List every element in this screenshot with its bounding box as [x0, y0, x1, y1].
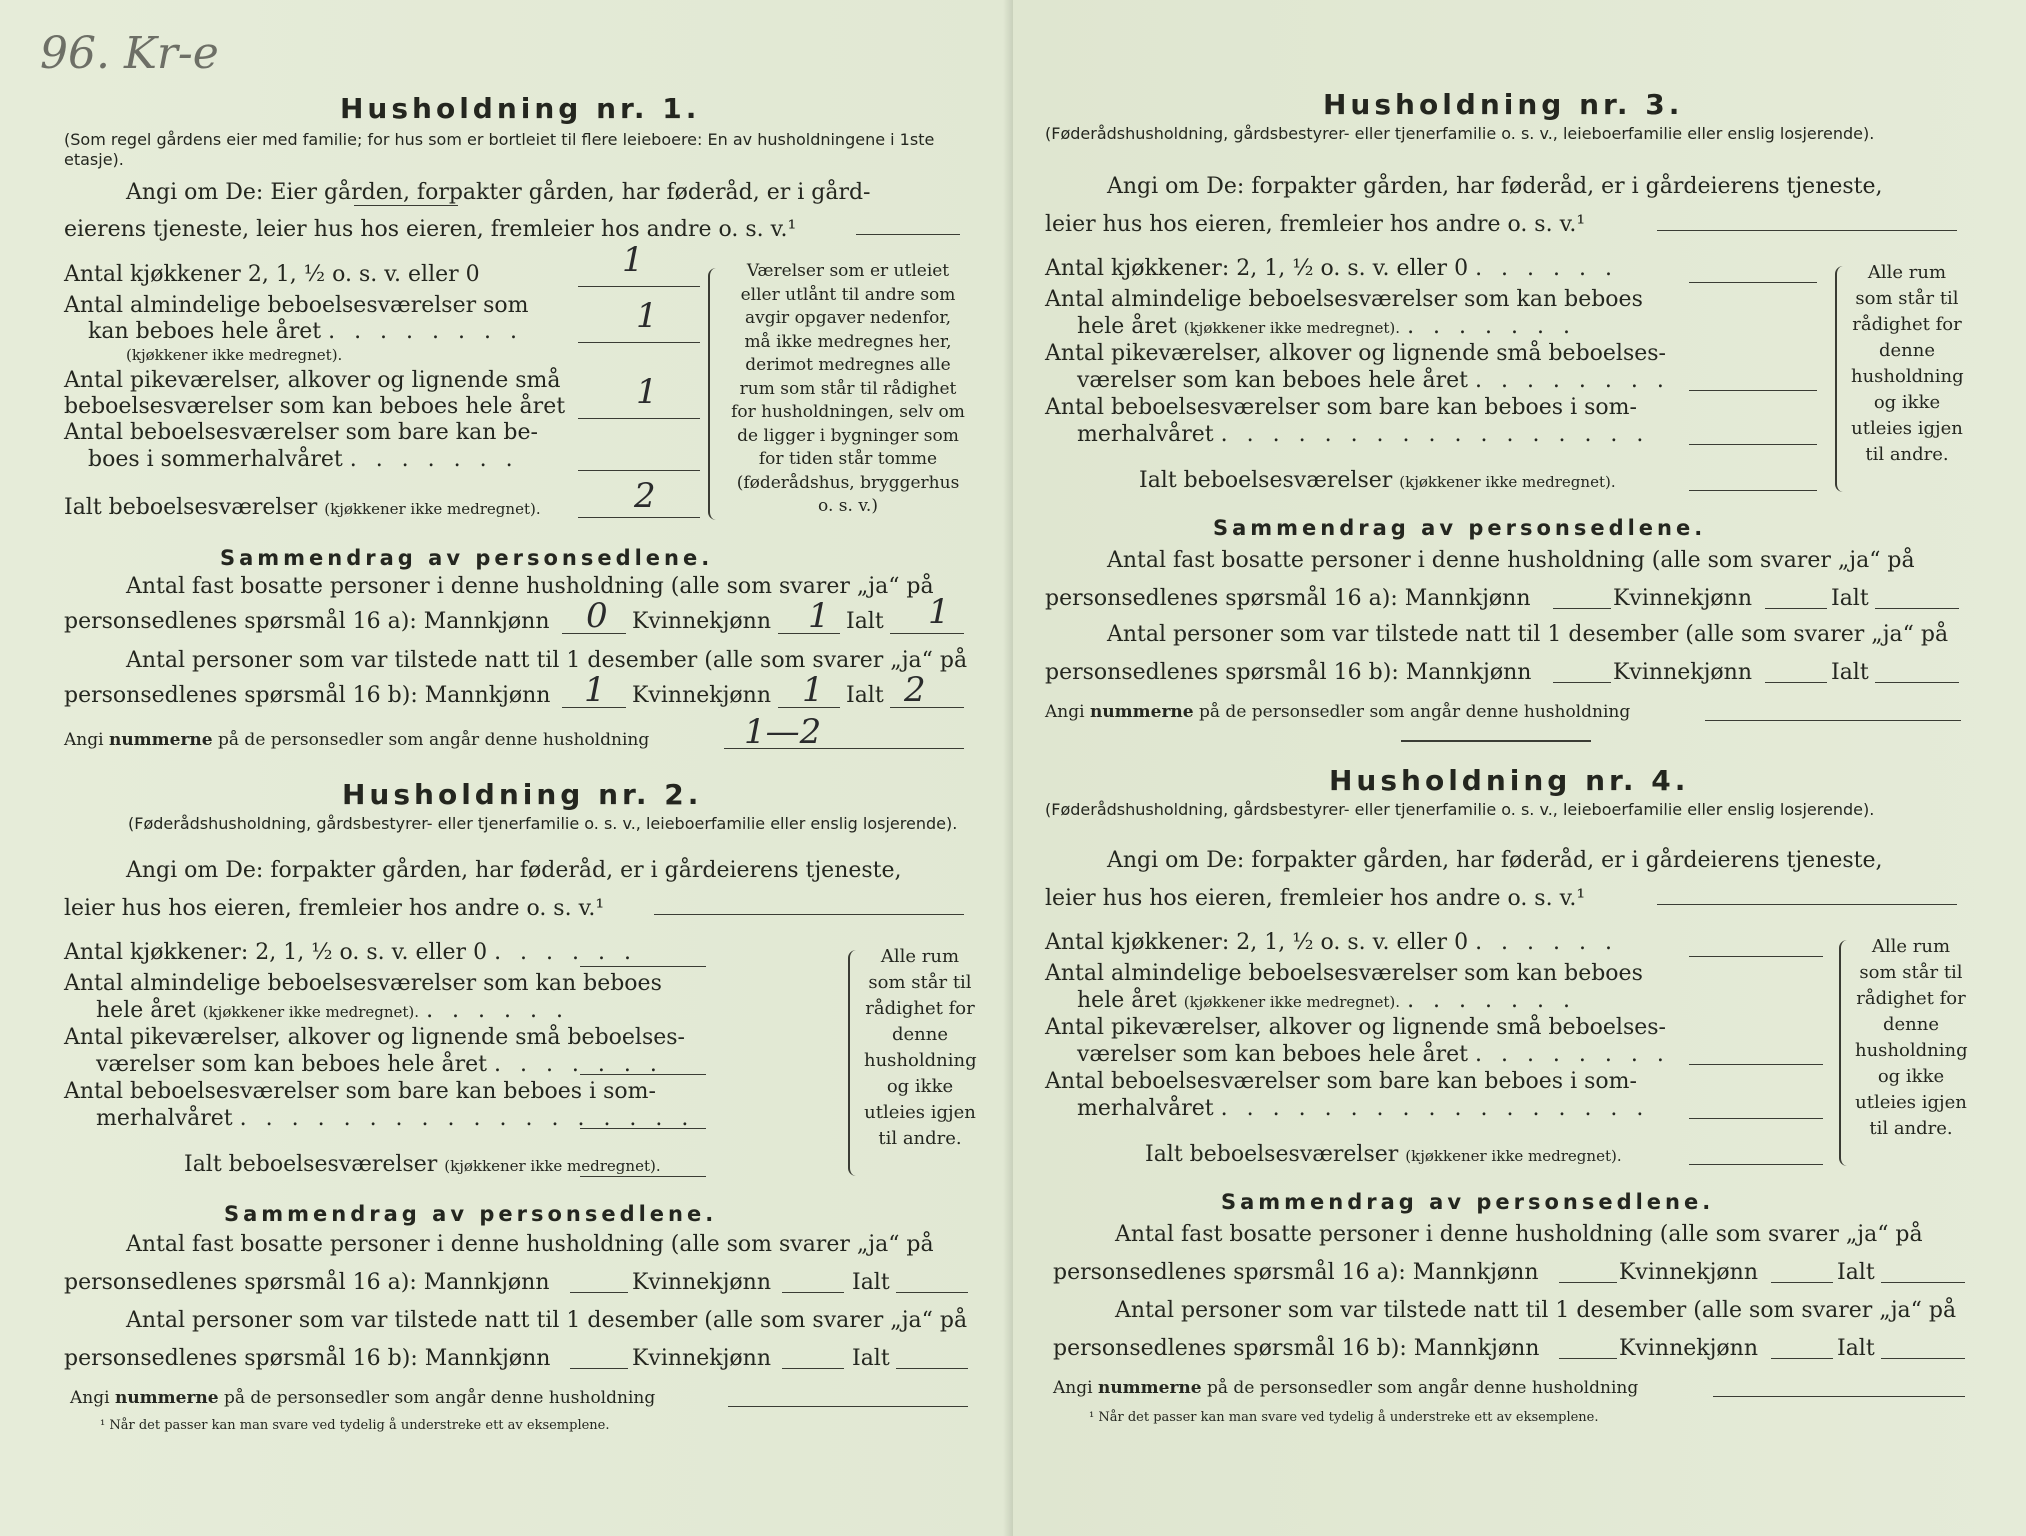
- h1-q-summer-a: Antal beboelsesværelser som bare kan be-: [64, 420, 538, 445]
- h1-s1-i-line: [890, 633, 964, 634]
- h3-s1b: personsedlenes spørsmål 16 a): Mannkjønn: [1045, 586, 1531, 611]
- h3-s2-i-line: [1875, 682, 1959, 683]
- h1-q-kitchens: Antal kjøkkener 2, 1, ½ o. s. v. eller 0: [64, 262, 480, 287]
- h1-hw-s2-i: 2: [904, 670, 926, 710]
- h3-s2b: personsedlenes spørsmål 16 b): Mannkjønn: [1045, 660, 1532, 685]
- h4-angi-line1: Angi om De: forpakter gården, har føderåd, er i gårdeierens tjeneste,: [1107, 848, 1883, 873]
- h2-s1a: Antal fast bosatte personer i denne husholdning (alle som svarer „ja“ på: [126, 1232, 934, 1257]
- h4-q-rooms-b: hele året (kjøkkener ikke medregnet). . . . . . . .: [1077, 988, 1576, 1013]
- h2-s2-i-line: [896, 1368, 968, 1369]
- h2-nummer-line: [728, 1406, 968, 1407]
- h1-hw-nummer: 1—2: [744, 712, 822, 752]
- h3-q-summer-a: Antal beboelsesværelser som bare kan beboes i som-: [1045, 395, 1637, 420]
- h2-q-maid-b: værelser som kan beboes hele året . . . . . . .: [96, 1052, 663, 1077]
- h3-angi-answer-line: [1657, 230, 1957, 231]
- h2-nummer: Angi nummerne på de personsedler som angår denne husholdning: [70, 1388, 656, 1408]
- h1-hw-ialt: 2: [634, 476, 656, 516]
- h1-ans-line-4: [578, 470, 700, 471]
- h1-s1b: personsedlenes spørsmål 16 a): Mannkjønn: [64, 609, 550, 634]
- h2-ans-line-3: [580, 1128, 706, 1129]
- h2-s1-k-line: [782, 1292, 844, 1293]
- h1-ans-line-1: [578, 286, 700, 287]
- h4-s1-m-line: [1559, 1282, 1617, 1283]
- h3-ans-line-3: [1689, 444, 1817, 445]
- h2-angi-line2: leier hus hos eieren, fremleier hos andre o. s. v.¹: [64, 896, 605, 921]
- h3-s2-kvinne: Kvinnekjønn: [1613, 660, 1752, 685]
- h1-eier-underline: [354, 205, 458, 206]
- h1-note: (Som regel gårdens eier med familie; for hus som er bortleiet til flere leieboere: En av husholdningene i 1ste etasje).: [64, 130, 935, 169]
- h4-s2b: personsedlenes spørsmål 16 b): Mannkjønn: [1053, 1336, 1540, 1361]
- h3-s1-i-line: [1875, 608, 1959, 609]
- h4-s1a: Antal fast bosatte personer i denne husholdning (alle som svarer „ja“ på: [1115, 1222, 1923, 1247]
- h2-angi-line1: Angi om De: forpakter gården, har føderåd, er i gårdeierens tjeneste,: [126, 858, 902, 883]
- h2-angi-answer-line: [654, 914, 964, 915]
- h1-ans-line-3: [578, 418, 700, 419]
- h3-h4-separator: [1401, 740, 1591, 742]
- h1-angi-line2: eierens tjeneste, leier hus hos eieren, fremleier hos andre o. s. v.¹: [64, 217, 797, 242]
- h3-q-maid-a: Antal pikeværelser, alkover og lignende små beboelses-: [1045, 341, 1666, 366]
- h4-title: Husholdning nr. 4.: [1329, 764, 1690, 797]
- h4-s1-kvinne: Kvinnekjønn: [1619, 1260, 1758, 1285]
- h3-side-note: Alle rum som står til rådighet for denne husholdning og ikke utleies igjen til andre.: [1851, 262, 1964, 465]
- h3-q-maid-b: værelser som kan beboes hele året . . . . . . . .: [1077, 368, 1670, 393]
- h3-nummer-line: [1705, 720, 1961, 721]
- right-page: [1013, 0, 2026, 1536]
- h4-s1-k-line: [1771, 1282, 1833, 1283]
- h2-s2-k-line: [782, 1368, 844, 1369]
- h1-s2a: Antal personer som var tilstede natt til 1 desember (alle som svarer „ja“ på: [126, 648, 968, 673]
- h3-s2a: Antal personer som var tilstede natt til 1 desember (alle som svarer „ja“ på: [1107, 622, 1949, 647]
- h4-angi-answer-line: [1657, 904, 1957, 905]
- h3-note: (Føderådshusholdning, gårdsbestyrer- eller tjenerfamilie o. s. v., leieboerfamilie eller enslig losjerende).: [1045, 124, 1875, 143]
- h1-hw-s2-m: 1: [584, 670, 606, 710]
- h1-hw-s1-m: 0: [586, 596, 608, 636]
- h1-angi-answer-line: [856, 234, 960, 235]
- h3-ans-line-2: [1689, 390, 1817, 391]
- h4-q-rooms-a: Antal almindelige beboelsesværelser som kan beboes: [1045, 961, 1643, 986]
- h3-s2-k-line: [1765, 682, 1827, 683]
- h1-sum-title: Sammendrag av personsedlene.: [220, 546, 714, 570]
- h1-s2-i-line: [890, 707, 964, 708]
- h2-q-kitchens: Antal kjøkkener: 2, 1, ½ o. s. v. eller 0 . . . . . .: [64, 940, 637, 965]
- h2-s1-kvinne: Kvinnekjønn: [632, 1270, 771, 1295]
- h2-side-note: Alle rum som står til rådighet for denne husholdning og ikke utleies igjen til andre.: [864, 946, 977, 1149]
- h3-q-summer-b: merhalvåret . . . . . . . . . . . . . . . . .: [1077, 422, 1650, 447]
- h3-ialt: Ialt beboelsesværelser (kjøkkener ikke medregnet).: [1139, 468, 1616, 493]
- h3-angi-line1: Angi om De: forpakter gården, har føderåd, er i gårdeierens tjeneste,: [1107, 174, 1883, 199]
- h4-ans-line-2: [1689, 1064, 1823, 1065]
- h4-s2a: Antal personer som var tilstede natt til 1 desember (alle som svarer „ja“ på: [1115, 1298, 1957, 1323]
- h2-ans-line-1: [580, 966, 706, 967]
- h1-nummer: Angi nummerne på de personsedler som angår denne husholdning: [64, 730, 650, 750]
- h2-s1-m-line: [570, 1292, 628, 1293]
- h3-q-rooms-a: Antal almindelige beboelsesværelser som kan beboes: [1045, 287, 1643, 312]
- h4-s2-i-line: [1881, 1358, 1965, 1359]
- h4-s2-k-line: [1771, 1358, 1833, 1359]
- h3-s1-kvinne: Kvinnekjønn: [1613, 586, 1752, 611]
- h2-ans-line-4: [580, 1176, 706, 1177]
- h3-sum-title: Sammendrag av personsedlene.: [1213, 516, 1707, 540]
- h2-s2-ialt: Ialt: [852, 1346, 890, 1371]
- h4-ans-line-3: [1689, 1118, 1823, 1119]
- h1-ans-line-2: [578, 342, 700, 343]
- h2-title: Husholdning nr. 2.: [342, 778, 703, 811]
- h1-hw-s1-i: 1: [928, 592, 950, 632]
- h1-q-maid-b: beboelsesværelser som kan beboes hele året: [64, 394, 566, 419]
- right-footnote: ¹ Når det passer kan man svare ved tydelig å understreke ett av eksemplene.: [1089, 1410, 1599, 1425]
- h3-s1-m-line: [1553, 608, 1611, 609]
- h4-q-summer-b: merhalvåret . . . . . . . . . . . . . . . . .: [1077, 1096, 1650, 1121]
- h1-q-maid-a: Antal pikeværelser, alkover og lignende små: [64, 368, 561, 393]
- h1-ans-line-5: [578, 517, 700, 518]
- h2-q-maid-a: Antal pikeværelser, alkover og lignende små beboelses-: [64, 1025, 685, 1050]
- h3-nummer: Angi nummerne på de personsedler som angår denne husholdning: [1045, 702, 1631, 722]
- h4-brace: [1839, 940, 1855, 1166]
- h4-q-maid-a: Antal pikeværelser, alkover og lignende små beboelses-: [1045, 1015, 1666, 1040]
- h4-note: (Føderådshusholdning, gårdsbestyrer- eller tjenerfamilie o. s. v., leieboerfamilie eller enslig losjerende).: [1045, 800, 1875, 819]
- h3-ans-line-4: [1689, 490, 1817, 491]
- h1-q-summer-b: boes i sommerhalvåret . . . . . . .: [88, 447, 519, 472]
- h3-s1-k-line: [1765, 608, 1827, 609]
- h2-s1-i-line: [896, 1292, 968, 1293]
- h1-title: Husholdning nr. 1.: [340, 92, 701, 125]
- h4-s1b: personsedlenes spørsmål 16 a): Mannkjønn: [1053, 1260, 1539, 1285]
- h3-ans-line-1: [1689, 282, 1817, 283]
- h1-angi-line1: Angi om De: Eier gården, forpakter gården, har føderåd, er i gård-: [126, 180, 871, 205]
- h4-ans-line-1: [1689, 956, 1823, 957]
- h4-s1-i-line: [1881, 1282, 1965, 1283]
- h3-q-kitchens: Antal kjøkkener: 2, 1, ½ o. s. v. eller 0 . . . . . .: [1045, 256, 1618, 281]
- h2-q-rooms-b: hele året (kjøkkener ikke medregnet). . . . . . .: [96, 998, 569, 1023]
- h4-s2-m-line: [1559, 1358, 1617, 1359]
- h3-angi-line2: leier hus hos eieren, fremleier hos andre o. s. v.¹: [1045, 212, 1586, 237]
- h4-nummer-line: [1713, 1396, 1965, 1397]
- h4-side-note: Alle rum som står til rådighet for denne husholdning og ikke utleies igjen til andre.: [1855, 936, 1968, 1139]
- h3-s2-m-line: [1553, 682, 1611, 683]
- left-footnote: ¹ Når det passer kan man svare ved tydelig å understreke ett av eksemplene.: [100, 1418, 610, 1433]
- h1-s1-kvinne: Kvinnekjønn: [632, 609, 771, 634]
- h4-ans-line-4: [1689, 1164, 1823, 1165]
- h4-q-maid-b: værelser som kan beboes hele året . . . . . . . .: [1077, 1042, 1670, 1067]
- h4-q-summer-a: Antal beboelsesværelser som bare kan beboes i som-: [1045, 1069, 1637, 1094]
- h2-q-summer-a: Antal beboelsesværelser som bare kan beboes i som-: [64, 1079, 656, 1104]
- h1-s1-ialt: Ialt: [846, 609, 884, 634]
- h1-q-rooms-c: (kjøkkener ikke medregnet).: [126, 346, 343, 364]
- h2-s2b: personsedlenes spørsmål 16 b): Mannkjønn: [64, 1346, 551, 1371]
- corner-handwritten-note: 96. Kr-e: [40, 28, 219, 79]
- h2-sum-title: Sammendrag av personsedlene.: [224, 1202, 718, 1226]
- h1-ialt: Ialt beboelsesværelser (kjøkkener ikke medregnet).: [64, 495, 541, 520]
- h4-angi-line2: leier hus hos eieren, fremleier hos andre o. s. v.¹: [1045, 886, 1586, 911]
- h2-note: (Føderådshusholdning, gårdsbestyrer- eller tjenerfamilie o. s. v., leieboerfamilie eller enslig losjerende).: [128, 814, 958, 833]
- h2-s2a: Antal personer som var tilstede natt til 1 desember (alle som svarer „ja“ på: [126, 1308, 968, 1333]
- h4-ialt: Ialt beboelsesværelser (kjøkkener ikke medregnet).: [1145, 1142, 1622, 1167]
- h4-nummer: Angi nummerne på de personsedler som angår denne husholdning: [1053, 1378, 1639, 1398]
- h2-ialt: Ialt beboelsesværelser (kjøkkener ikke medregnet).: [184, 1152, 661, 1177]
- h1-hw-rooms: 1: [636, 296, 658, 336]
- h2-ans-line-2: [580, 1074, 706, 1075]
- h2-s2-m-line: [570, 1368, 628, 1369]
- h2-brace: [848, 950, 864, 1176]
- h1-q-rooms-a: Antal almindelige beboelsesværelser som: [64, 293, 529, 318]
- h1-q-rooms-b: kan beboes hele året . . . . . . . .: [88, 319, 523, 344]
- h3-s1a: Antal fast bosatte personer i denne husholdning (alle som svarer „ja“ på: [1107, 548, 1915, 573]
- h1-side-note: Værelser som er utleiet eller utlånt til andre som avgir opgaver nedenfor, må ikke medregnes her, derimot medregnes alle rum som står til rådighet for husholdningen, selv om de ligger i bygninger som for tiden står tomme (føderådshus, bryggerhus o. s. v.): [731, 261, 965, 516]
- h2-s2-kvinne: Kvinnekjønn: [632, 1346, 771, 1371]
- h2-s1-ialt: Ialt: [852, 1270, 890, 1295]
- h2-q-rooms-a: Antal almindelige beboelsesværelser som kan beboes: [64, 971, 662, 996]
- h4-s2-ialt: Ialt: [1837, 1336, 1875, 1361]
- h3-brace: [1835, 266, 1851, 492]
- h4-s1-ialt: Ialt: [1837, 1260, 1875, 1285]
- h1-s2b: personsedlenes spørsmål 16 b): Mannkjønn: [64, 683, 551, 708]
- h4-q-kitchens: Antal kjøkkener: 2, 1, ½ o. s. v. eller 0 . . . . . .: [1045, 930, 1618, 955]
- h4-sum-title: Sammendrag av personsedlene.: [1221, 1190, 1715, 1214]
- h3-s2-ialt: Ialt: [1831, 660, 1869, 685]
- h2-s1b: personsedlenes spørsmål 16 a): Mannkjønn: [64, 1270, 550, 1295]
- h1-hw-s2-k: 1: [802, 670, 824, 710]
- h1-hw-maid: 1: [636, 372, 658, 412]
- h1-hw-s1-k: 1: [808, 596, 830, 636]
- h3-q-rooms-b: hele året (kjøkkener ikke medregnet). . . . . . . .: [1077, 314, 1576, 339]
- h1-brace: [708, 268, 724, 520]
- h1-s1a: Antal fast bosatte personer i denne husholdning (alle som svarer „ja“ på: [126, 574, 934, 599]
- h3-s1-ialt: Ialt: [1831, 586, 1869, 611]
- h2-q-summer-b: merhalvåret . . . . . . . . . . . . . . . . . .: [96, 1106, 695, 1131]
- h1-s2-ialt: Ialt: [846, 683, 884, 708]
- h1-hw-kitchens: 1: [622, 240, 644, 280]
- h3-title: Husholdning nr. 3.: [1323, 88, 1684, 121]
- h4-s2-kvinne: Kvinnekjønn: [1619, 1336, 1758, 1361]
- h1-s2-kvinne: Kvinnekjønn: [632, 683, 771, 708]
